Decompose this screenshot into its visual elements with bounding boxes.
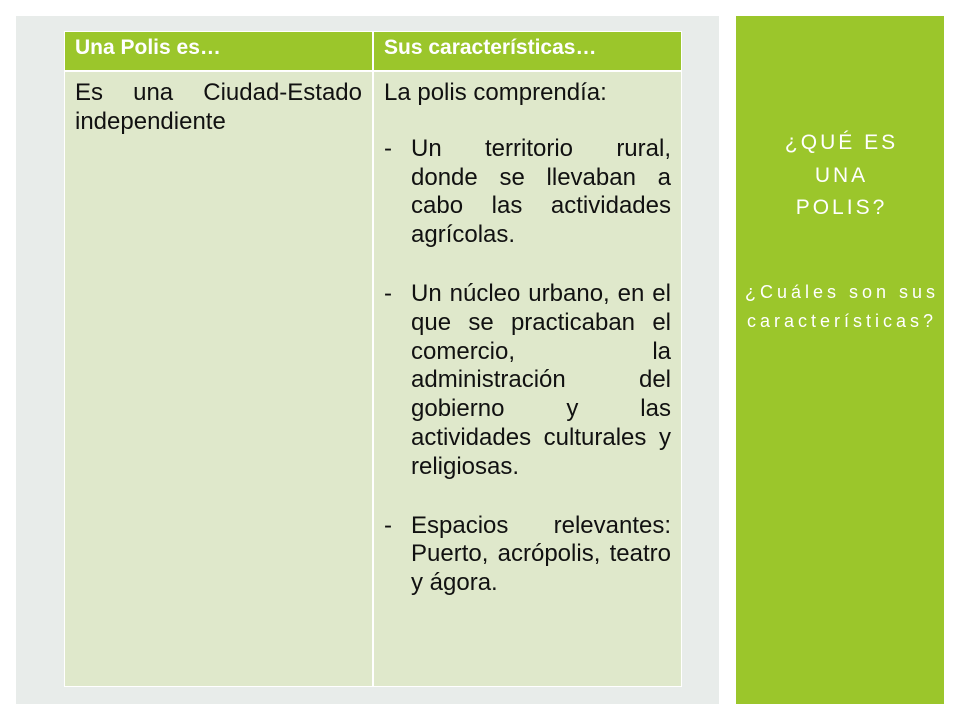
slide-subtitle-line: características? [746,311,938,331]
bullet-dash: - [384,279,392,307]
definition-text: Es una Ciudad-Estado independiente [75,79,362,135]
polis-table [64,31,682,687]
characteristics-cell [374,72,681,686]
characteristics-list [384,135,671,598]
definition-cell [65,72,372,686]
slide-title-line: POLIS? [795,196,888,219]
slide-subtitle [736,278,944,336]
slide-title-line: UNA [814,163,869,187]
list-item [384,135,671,250]
list-item-text: Espacios relevantes: Puerto, acrópolis, teatro y ágora. [411,511,671,597]
slide-subtitle-line: ¿Cuáles son sus [744,282,940,302]
list-item-text: Un territorio rural, donde se llevaban a cabo las actividades agrícolas. [411,134,671,249]
characteristics-intro: La polis comprendía: [384,79,607,106]
list-item [384,280,671,482]
slide-title [736,127,944,225]
bullet-dash: - [384,134,392,162]
list-item-text: Un núcleo urbano, en el que se practicaban el comercio, la administración del gobierno y las actividades culturales y religiosas. [411,279,671,480]
bullet-dash: - [384,511,392,539]
table-header-definition: Una Polis es… [65,32,372,70]
table-header-characteristics: Sus características… [374,32,681,70]
list-item [384,512,671,598]
title-panel [736,16,944,704]
slide-title-line: ¿QUÉ ES [784,131,899,154]
